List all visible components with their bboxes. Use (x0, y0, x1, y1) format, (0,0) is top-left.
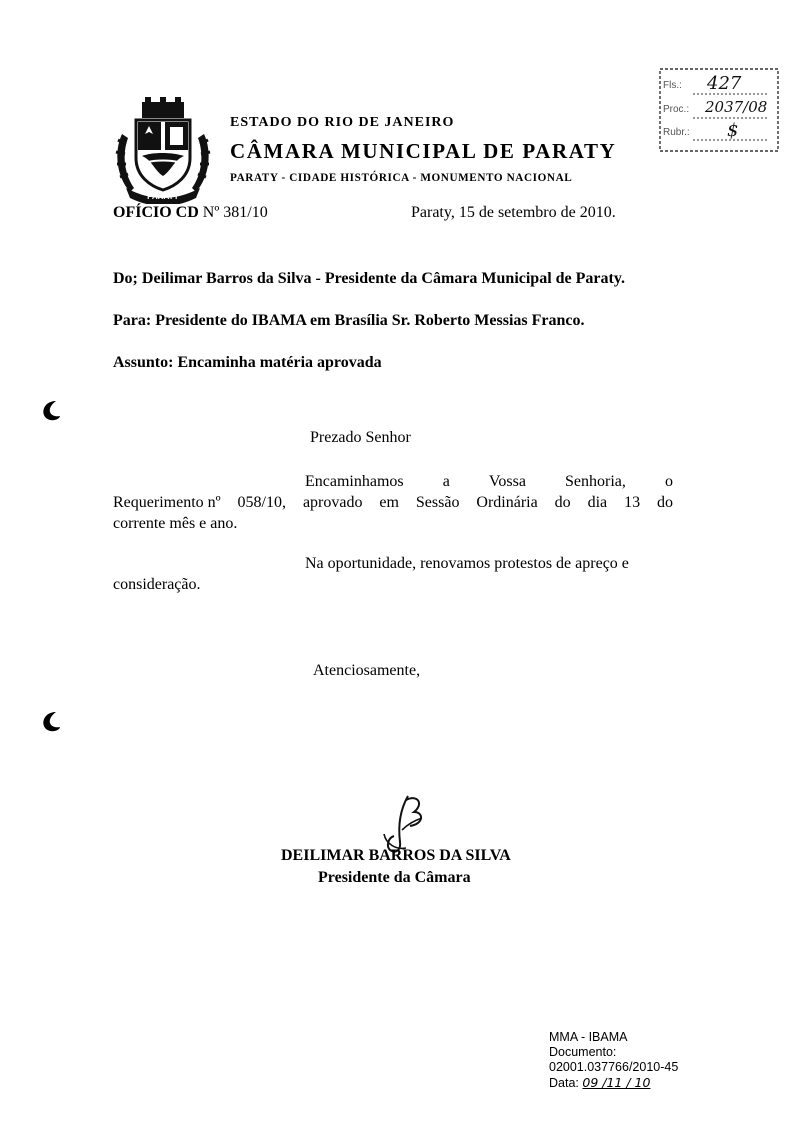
signer-name: DEILIMAR BARROS DA SILVA (281, 847, 511, 864)
word: o (664, 473, 673, 490)
word: aprovado (302, 494, 363, 511)
office-number (113, 204, 268, 222)
stamp-rubr-label: Rubr.: (663, 127, 690, 138)
council-heading: CÂMARA MUNICIPAL DE PARATY (230, 139, 617, 163)
stamp-fls-label: Fls.: (663, 80, 682, 91)
word: Ordinária (476, 494, 538, 511)
paragraph-1-line-1 (305, 473, 673, 491)
punch-hole-icon (36, 708, 62, 734)
registry-date-value: 09 /11 / 10 (582, 1075, 651, 1090)
stamp-proc-value: 2037/08 (705, 98, 768, 116)
motto-heading: PARATY - CIDADE HISTÓRICA - MONUMENTO NACIONAL (230, 172, 573, 184)
paragraph-2-line-1: Na oportunidade, renovamos protestos de apreço e (305, 555, 629, 572)
word: Requerimento nº (113, 494, 221, 511)
word: 13 (624, 494, 641, 511)
coat-of-arms-icon (112, 96, 214, 204)
stamp-rubr-value: $ (727, 120, 739, 141)
place-date: Paraty, 15 de setembro de 2010. (411, 204, 616, 221)
office-number-rest: Nº 381/10 (198, 204, 268, 221)
registry-line-2: Documento: (549, 1045, 617, 1059)
paragraph-1-line-3: corrente mês e ano. (113, 515, 238, 532)
registry-stamp (549, 1030, 678, 1091)
signer-title: Presidente da Câmara (318, 869, 471, 886)
filing-stamp (659, 68, 781, 156)
closing: Atenciosamente, (313, 662, 421, 679)
office-number-prefix: OFÍCIO CD (113, 204, 199, 221)
registry-date (549, 1075, 678, 1091)
word: 058/10, (237, 494, 286, 511)
greeting: Prezado Senhor (310, 429, 411, 446)
registry-date-label: Data: (549, 1076, 579, 1090)
word: Vossa (488, 473, 526, 490)
stamp-fls-value: 427 (707, 73, 742, 94)
to-line: Para: Presidente do IBAMA em Brasília Sr. Roberto Messias Franco. (113, 312, 585, 329)
from-line: Do; Deilimar Barros da Silva - Presidente da Câmara Municipal de Paraty. (113, 270, 625, 287)
word: do (657, 494, 673, 511)
word: dia (587, 494, 608, 511)
paragraph-1-line-2 (113, 494, 673, 512)
word: a (442, 473, 450, 490)
word: do (554, 494, 571, 511)
word: em (379, 494, 399, 511)
punch-hole-icon (36, 397, 62, 423)
registry-line-3: 02001.037766/2010-45 (549, 1060, 679, 1074)
word: Senhoria, (565, 473, 626, 490)
word: Encaminhamos (305, 473, 404, 490)
stamp-proc-label: Proc.: (663, 104, 690, 115)
registry-line-1: MMA - IBAMA (549, 1030, 628, 1044)
crest-banner-text: PARATY (147, 192, 179, 201)
word: Sessão (415, 494, 460, 511)
paragraph-2-line-2: consideração. (113, 576, 201, 593)
state-heading: ESTADO DO RIO DE JANEIRO (230, 115, 455, 130)
subject-line: Assunto: Encaminha matéria aprovada (113, 354, 382, 371)
